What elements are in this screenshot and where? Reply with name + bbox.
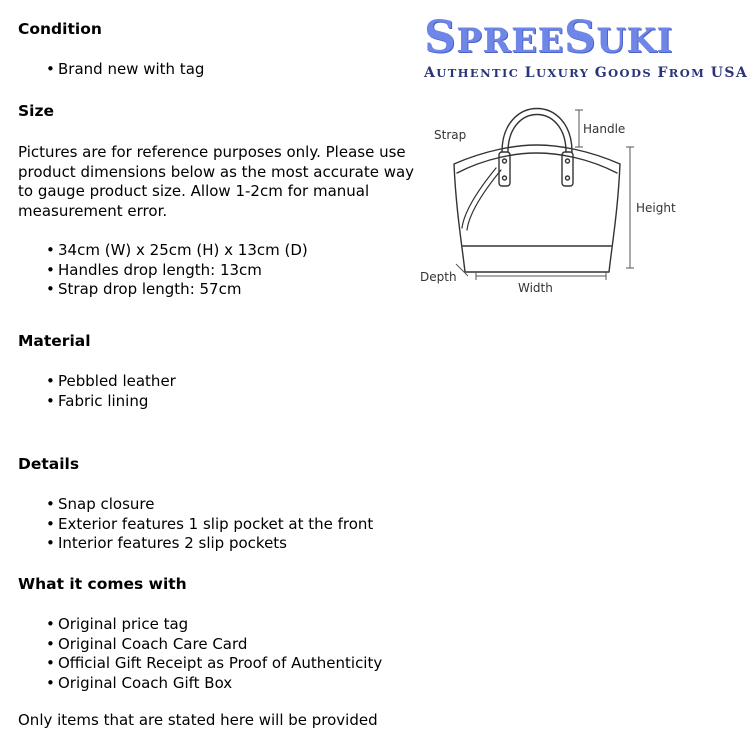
condition-heading: Condition <box>18 20 102 38</box>
list-item: • Strap drop length: 57cm <box>46 280 242 298</box>
logo-tagline: AUTHENTIC LUXURY GOODS FROM USA <box>424 65 748 81</box>
comes-with-heading: What it comes with <box>18 575 187 593</box>
list-item: • Original Coach Care Card <box>46 634 248 653</box>
material-heading: Material <box>18 332 91 350</box>
material-list <box>46 372 176 411</box>
list-item: • Brand new with tag <box>46 60 205 78</box>
list-item: • Interior features 2 slip pockets <box>46 534 287 552</box>
height-label: Height <box>636 201 676 215</box>
handle-label: Handle <box>583 122 626 136</box>
list-item: • 34cm (W) x 25cm (H) x 13cm (D) <box>46 241 308 259</box>
comes-with-list <box>46 615 382 693</box>
list-item: • Fabric lining <box>46 391 149 410</box>
depth-label: Depth <box>420 270 457 284</box>
size-note: Pictures are for reference purposes only. Please use product dimensions below as the most accurate way to gauge product size. Allow 1-2cm for manual measurement error. <box>18 143 415 220</box>
list-item: • Original price tag <box>46 615 189 633</box>
list-item: • Snap closure <box>46 495 155 513</box>
size-list <box>46 241 308 300</box>
list-item: • Handles drop length: 13cm <box>46 260 262 279</box>
logo-wordmark: SPREESUKI <box>424 12 673 63</box>
condition-list <box>46 60 204 80</box>
list-item: • Pebbled leather <box>46 372 176 390</box>
details-heading: Details <box>18 455 80 473</box>
details-list <box>46 495 373 554</box>
width-label: Width <box>518 281 553 295</box>
list-item: • Exterior features 1 slip pocket at the front <box>46 514 374 533</box>
size-heading: Size <box>18 102 55 120</box>
list-item: • Official Gift Receipt as Proof of Authenticity <box>46 654 383 672</box>
list-item: • Original Coach Gift Box <box>46 673 233 692</box>
strap-label: Strap <box>434 128 467 142</box>
cut-off-footer-text: Only items that are stated here will be provided <box>18 711 378 729</box>
bag-dimension-diagram <box>416 100 686 300</box>
spreesuki-logo <box>424 12 748 81</box>
